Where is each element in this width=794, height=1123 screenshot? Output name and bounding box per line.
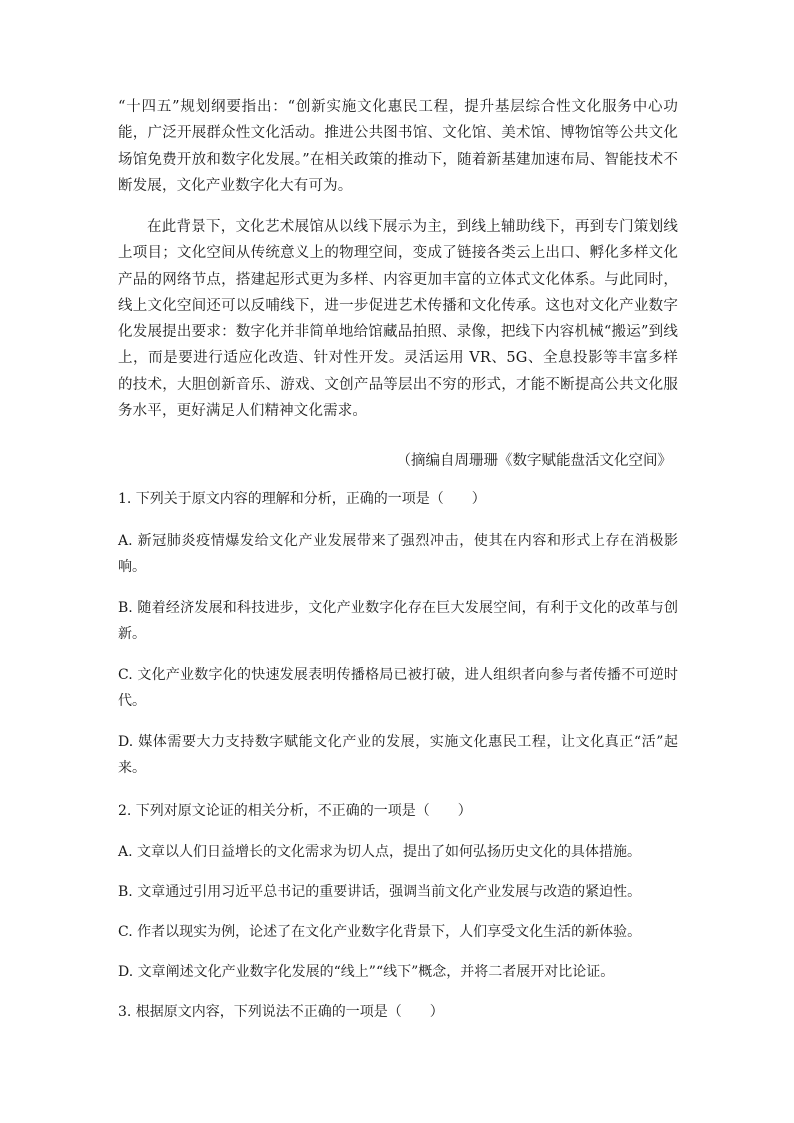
question-2-option-a[interactable]: A. 文章以人们日益增长的文化需求为切人点，提出了如何弘扬历史文化的具体措施。 (118, 844, 642, 860)
question-1-stem: 1. 下列关于原文内容的理解和分析，正确的一项是（ ） (118, 491, 486, 507)
passage-source-citation: （摘编自周珊珊《数字赋能盘活文化空间》 (396, 453, 672, 469)
question-2-option-d[interactable]: D. 文章阐述文化产业数字化发展的“线上”“线下”概念，并将二者展开对比论证。 (118, 964, 615, 980)
passage-paragraph-2: 在此背景下，文化艺术展馆从以线下展示为主，到线上辅助线下，再到专门策划线上项目；文化空间从传统意义上的物理空间，变成了链接各类云上出口、孵化多样文化产品的网络节点，搭建起形式更为多样、内容更加丰富的立体式文化体系。与此同时，线上文化空间还可以反哺线下，进一步促进艺术传播和文化传承。这也对文化产业数字化发展提出要求：数字化并非简单地给馆藏品拍照、录像，把线下内容机械“搬运”到线上，而是要进行适应化改造、针对性开发。灵活运用 VR、5G、全息投影等丰富多样的技术，大胆创新音乐、游戏、文创产品等层出不穷的形式，才能不断提高公共文化服务水平，更好满足人们精神文化需求。 (118, 219, 678, 420)
question-1-option-d[interactable]: D. 媒体需要大力支持数字赋能文化产业的发展，实施文化惠民工程，让文化真正“活”起来。 (118, 734, 678, 776)
question-2-stem: 2. 下列对原文论证的相关分析，不正确的一项是（ ） (118, 803, 472, 819)
question-3-stem: 3. 根据原文内容，下列说法不正确的一项是（ ） (118, 1004, 444, 1020)
question-2-option-c[interactable]: C. 作者以现实为例，论述了在文化产业数字化背景下，人们享受文化生活的新体验。 (118, 924, 642, 940)
question-1-option-b[interactable]: B. 随着经济发展和科技进步，文化产业数字化存在巨大发展空间，有利于文化的改革与创新。 (118, 600, 678, 642)
question-1-option-a[interactable]: A. 新冠肺炎疫情爆发给文化产业发展带来了强烈冲击，使其在内容和形式上存在消极影响。 (118, 533, 678, 575)
question-1-option-c[interactable]: C. 文化产业数字化的快速发展表明传播格局已被打破，进人组织者向参与者传播不可逆时代。 (118, 667, 678, 709)
passage-paragraph-1: “十四五”规划纲要指出：“创新实施文化惠民工程，提升基层综合性文化服务中心功能，广泛开展群众性文化活动。推进公共图书馆、文化馆、美术馆、博物馆等公共文化场馆免费开放和数字化发展。”在相关政策的推动下，随着新基建加速布局、智能技术不断发展，文化产业数字化大有可为。 (118, 99, 678, 194)
question-2-option-b[interactable]: B. 文章通过引用习近平总书记的重要讲话，强调当前文化产业发展与改造的紧迫性。 (118, 884, 642, 900)
